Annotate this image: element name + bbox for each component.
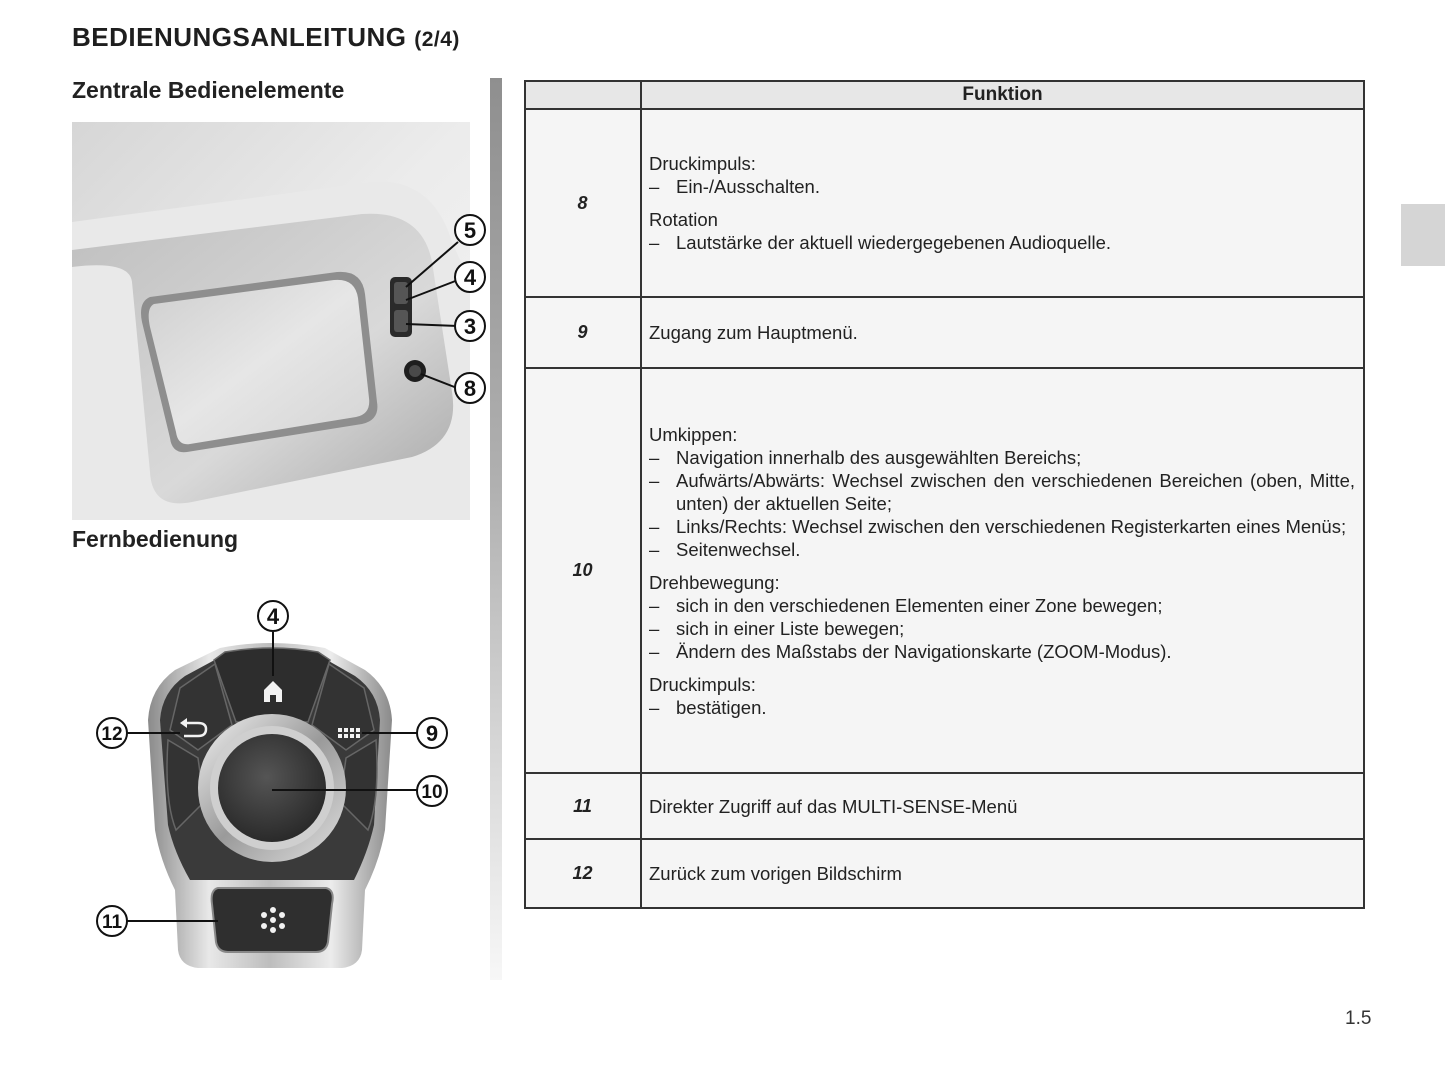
central-controls-heading: Zentrale Bedienelemente [72,77,345,103]
remote-heading: Fernbedienung [72,526,239,552]
list-item: – sich in den verschiedenen Elementen einer Zone bewegen; [649,594,1355,617]
callout-10: 10 [421,782,443,803]
row-description: Direkter Zugriff auf das MULTI-SENSE-Menü [641,773,1364,839]
callout-4: 4 [463,265,477,290]
callout-8: 8 [463,376,477,401]
table-row [525,368,1364,773]
row-description: Zugang zum Hauptmenü. [641,297,1364,368]
list-item: – Ein-/Ausschalten. [649,175,1355,198]
paragraph-label: Druckimpuls: [649,673,756,695]
list-item: – Aufwärts/Abwärts: Wechsel zwischen den verschiedenen Bereichen (oben, Mitte, unten) der aktuellen Seite; [649,469,1355,515]
row-description [641,368,1364,773]
paragraph-label: Druckimpuls: [649,153,756,174]
list-item: – bestätigen. [649,696,1355,719]
row-description [641,109,1364,297]
list-item: – Ändern des Maßstabs der Navigationskarte (ZOOM-Modus). [649,640,1355,663]
page-title-text: BEDIENUNGSANLEITUNG [72,22,407,52]
table-header-row [525,81,1364,109]
list-item: – Seitenwechsel. [649,538,1355,561]
remote-control-illustration [80,590,480,980]
row-number: 11 [525,773,641,839]
callout-4: 4 [266,604,280,629]
page-title [72,22,460,53]
central-controls-illustration [72,122,477,520]
row-number: 9 [525,297,641,368]
paragraph-label: Umkippen: [649,423,738,445]
row-description: Zurück zum vorigen Bildschirm [641,839,1364,908]
paragraph-label: Drehbewegung: [649,571,780,593]
description-paragraph [649,152,1355,198]
list-item: – sich in einer Liste bewegen; [649,617,1355,640]
description-paragraph [649,571,1355,663]
callout-11: 11 [101,912,123,933]
table-row [525,839,1364,908]
row-number: 10 [525,368,641,773]
page-title-suffix: (2/4) [414,28,460,51]
table-row [525,297,1364,368]
callout-5: 5 [463,218,477,243]
row-number: 12 [525,839,641,908]
list-item: – Lautstärke der aktuell wiedergegebenen Audioquelle. [649,231,1355,254]
description-paragraph [649,208,1355,254]
callout-3: 3 [463,314,477,339]
table-header-number [525,81,641,109]
section-tab-marker [1401,204,1445,266]
function-table [524,80,1365,909]
row-number: 8 [525,109,641,297]
table-row [525,109,1364,297]
paragraph-label: Rotation [649,209,718,230]
list-item: – Links/Rechts: Wechsel zwischen den verschiedenen Registerkarten eines Menüs; [649,515,1355,538]
page-number: 1.5 [1345,1008,1372,1029]
list-item: – Navigation innerhalb des ausgewählten Bereichs; [649,446,1355,469]
table-row [525,773,1364,839]
table-header-function: Funktion [641,81,1364,109]
callout-12: 12 [101,724,123,745]
vertical-divider [490,78,502,980]
description-paragraph [649,423,1355,561]
description-paragraph [649,673,1355,719]
callout-9: 9 [425,721,439,746]
